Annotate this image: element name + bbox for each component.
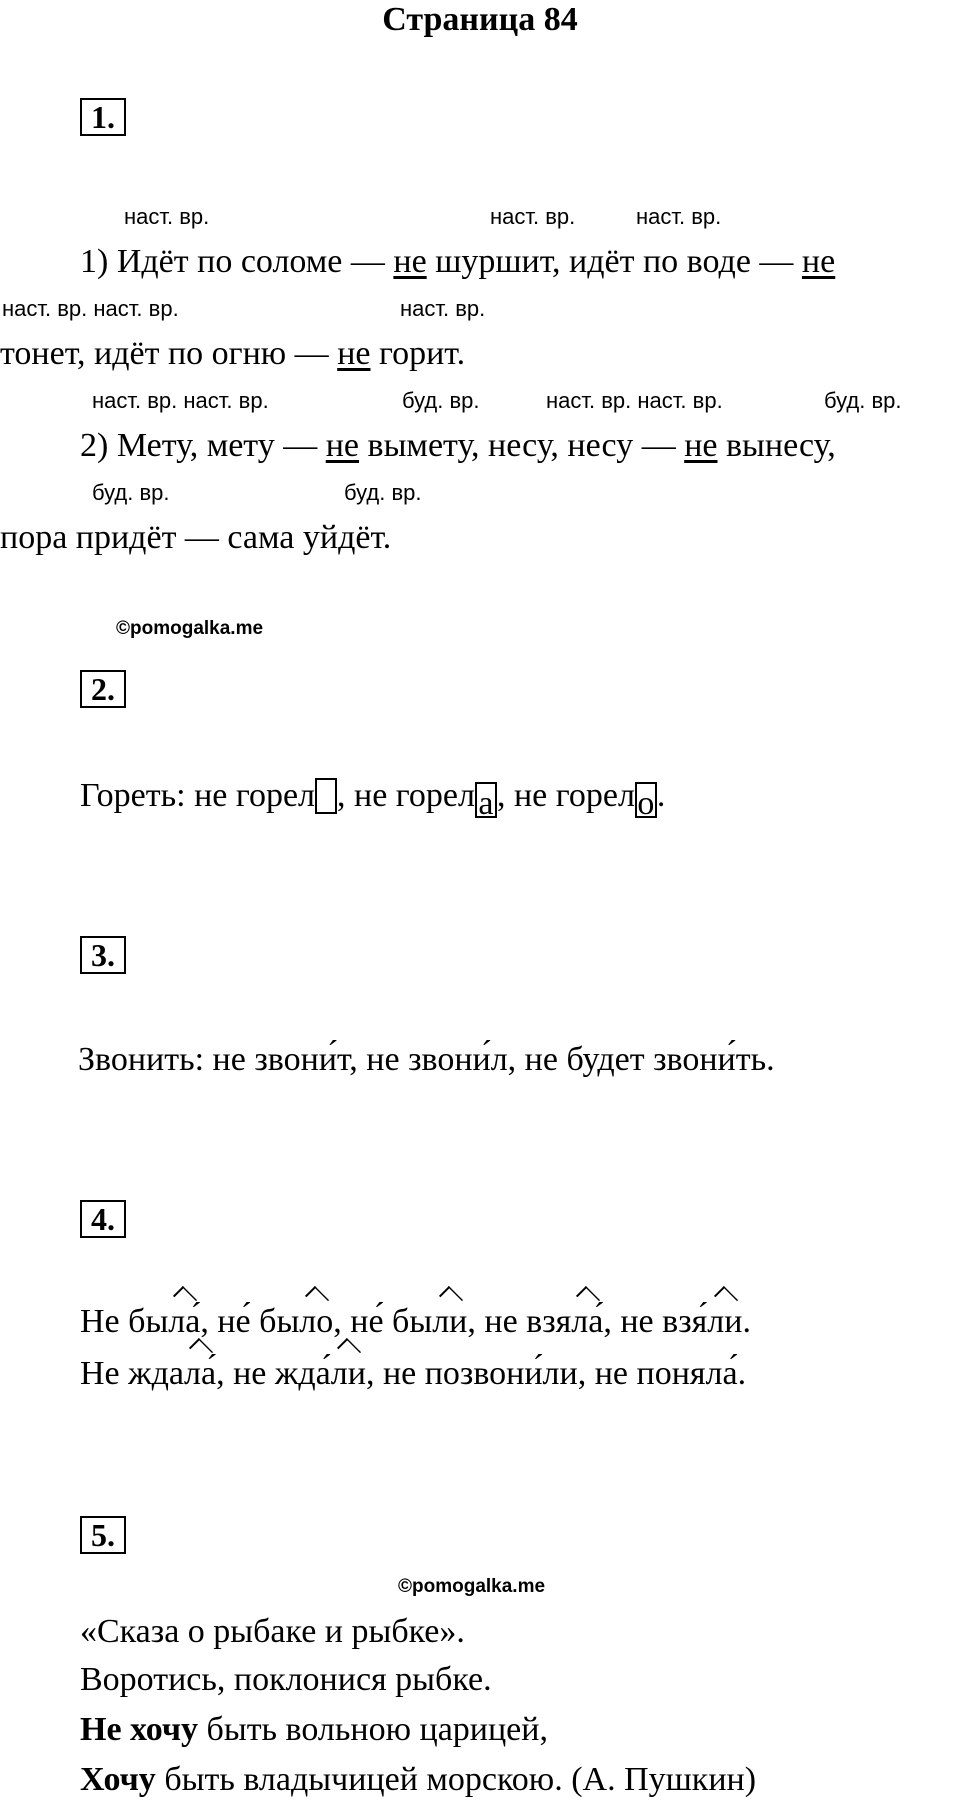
suffix-roof-mark: ли	[330, 1355, 366, 1392]
watermark: ©pomogalka.me	[398, 1576, 546, 1597]
particle-ne: не	[337, 335, 371, 372]
task-number-4: 4.	[80, 1200, 126, 1238]
annotation-tense: наст. вр.	[490, 204, 576, 229]
ending-box: о	[635, 782, 657, 818]
task1-line1: 1) Идёт по соломе — не шуршит, идёт по воде — не	[80, 243, 836, 280]
annotation-tense: наст. вр. наст. вр.	[546, 388, 723, 413]
task1-line3: 2) Мету, мету — не вымету, несу, несу — не вынесу,	[80, 427, 836, 464]
bold-verb: Хочу	[80, 1761, 156, 1798]
annotation-tense: буд. вр.	[344, 480, 422, 505]
task5-line4: Хочу быть владычицей морскою. (А. Пушкин)	[80, 1761, 757, 1798]
annotation-tense: буд. вр.	[92, 480, 170, 505]
annotation-tense: наст. вр.	[636, 204, 722, 229]
task2-text: Гореть: не горел , не горел а , не горело.	[80, 777, 666, 822]
particle-ne: не	[393, 243, 427, 280]
task3-text: Звонить: не звони́т, не звони́л, не будет звони́ть.	[78, 1041, 775, 1078]
task5-line2: Воротись, поклонися рыбке.	[80, 1661, 492, 1698]
page-title: Страница 84	[382, 1, 578, 38]
task1-line2: тонет, идёт по огню — не горит.	[0, 335, 466, 372]
particle-ne: не	[801, 243, 836, 280]
task-number-3: 3.	[80, 936, 126, 974]
particle-ne: не	[325, 427, 360, 464]
annotation-tense: наст. вр.	[124, 204, 210, 229]
ending-box: а	[475, 782, 497, 818]
suffix-roof-mark: ла́	[168, 1303, 201, 1340]
task4-line2: Не ждала́, не жда́ли, не позвони́ли, не поняла́.	[80, 1355, 747, 1392]
bold-verb: Не хочу	[80, 1711, 199, 1748]
watermark: ©pomogalka.me	[116, 618, 264, 639]
suffix-roof-mark: ла́	[571, 1303, 604, 1340]
particle-ne: не	[684, 427, 718, 464]
task4-line1: Не была́, не́ было, не́ были, не взяла́, не взя́ли.	[80, 1303, 751, 1340]
suffix-roof-mark: ли	[432, 1303, 468, 1340]
task1-line4: пора придёт — сама уйдёт.	[0, 519, 392, 556]
zero-ending-box	[315, 778, 337, 814]
task5-line3: Не хочу быть вольною царицей,	[80, 1711, 548, 1748]
task-number-1: 1.	[80, 98, 126, 136]
annotation-tense: наст. вр.	[400, 296, 486, 321]
task-number-5: 5.	[80, 1516, 126, 1554]
task-number-2: 2.	[80, 670, 126, 708]
annotation-tense: наст. вр. наст. вр.	[2, 296, 179, 321]
task5-line1: «Сказа о рыбаке и рыбке».	[80, 1613, 465, 1650]
suffix-roof-mark: ли	[707, 1303, 743, 1340]
suffix-roof-mark: ло	[299, 1303, 334, 1340]
suffix-roof-mark: ла́	[184, 1355, 217, 1392]
annotation-tense: буд. вр.	[402, 388, 480, 413]
annotation-tense: наст. вр. наст. вр.	[92, 388, 269, 413]
annotation-tense: буд. вр.	[824, 388, 902, 413]
